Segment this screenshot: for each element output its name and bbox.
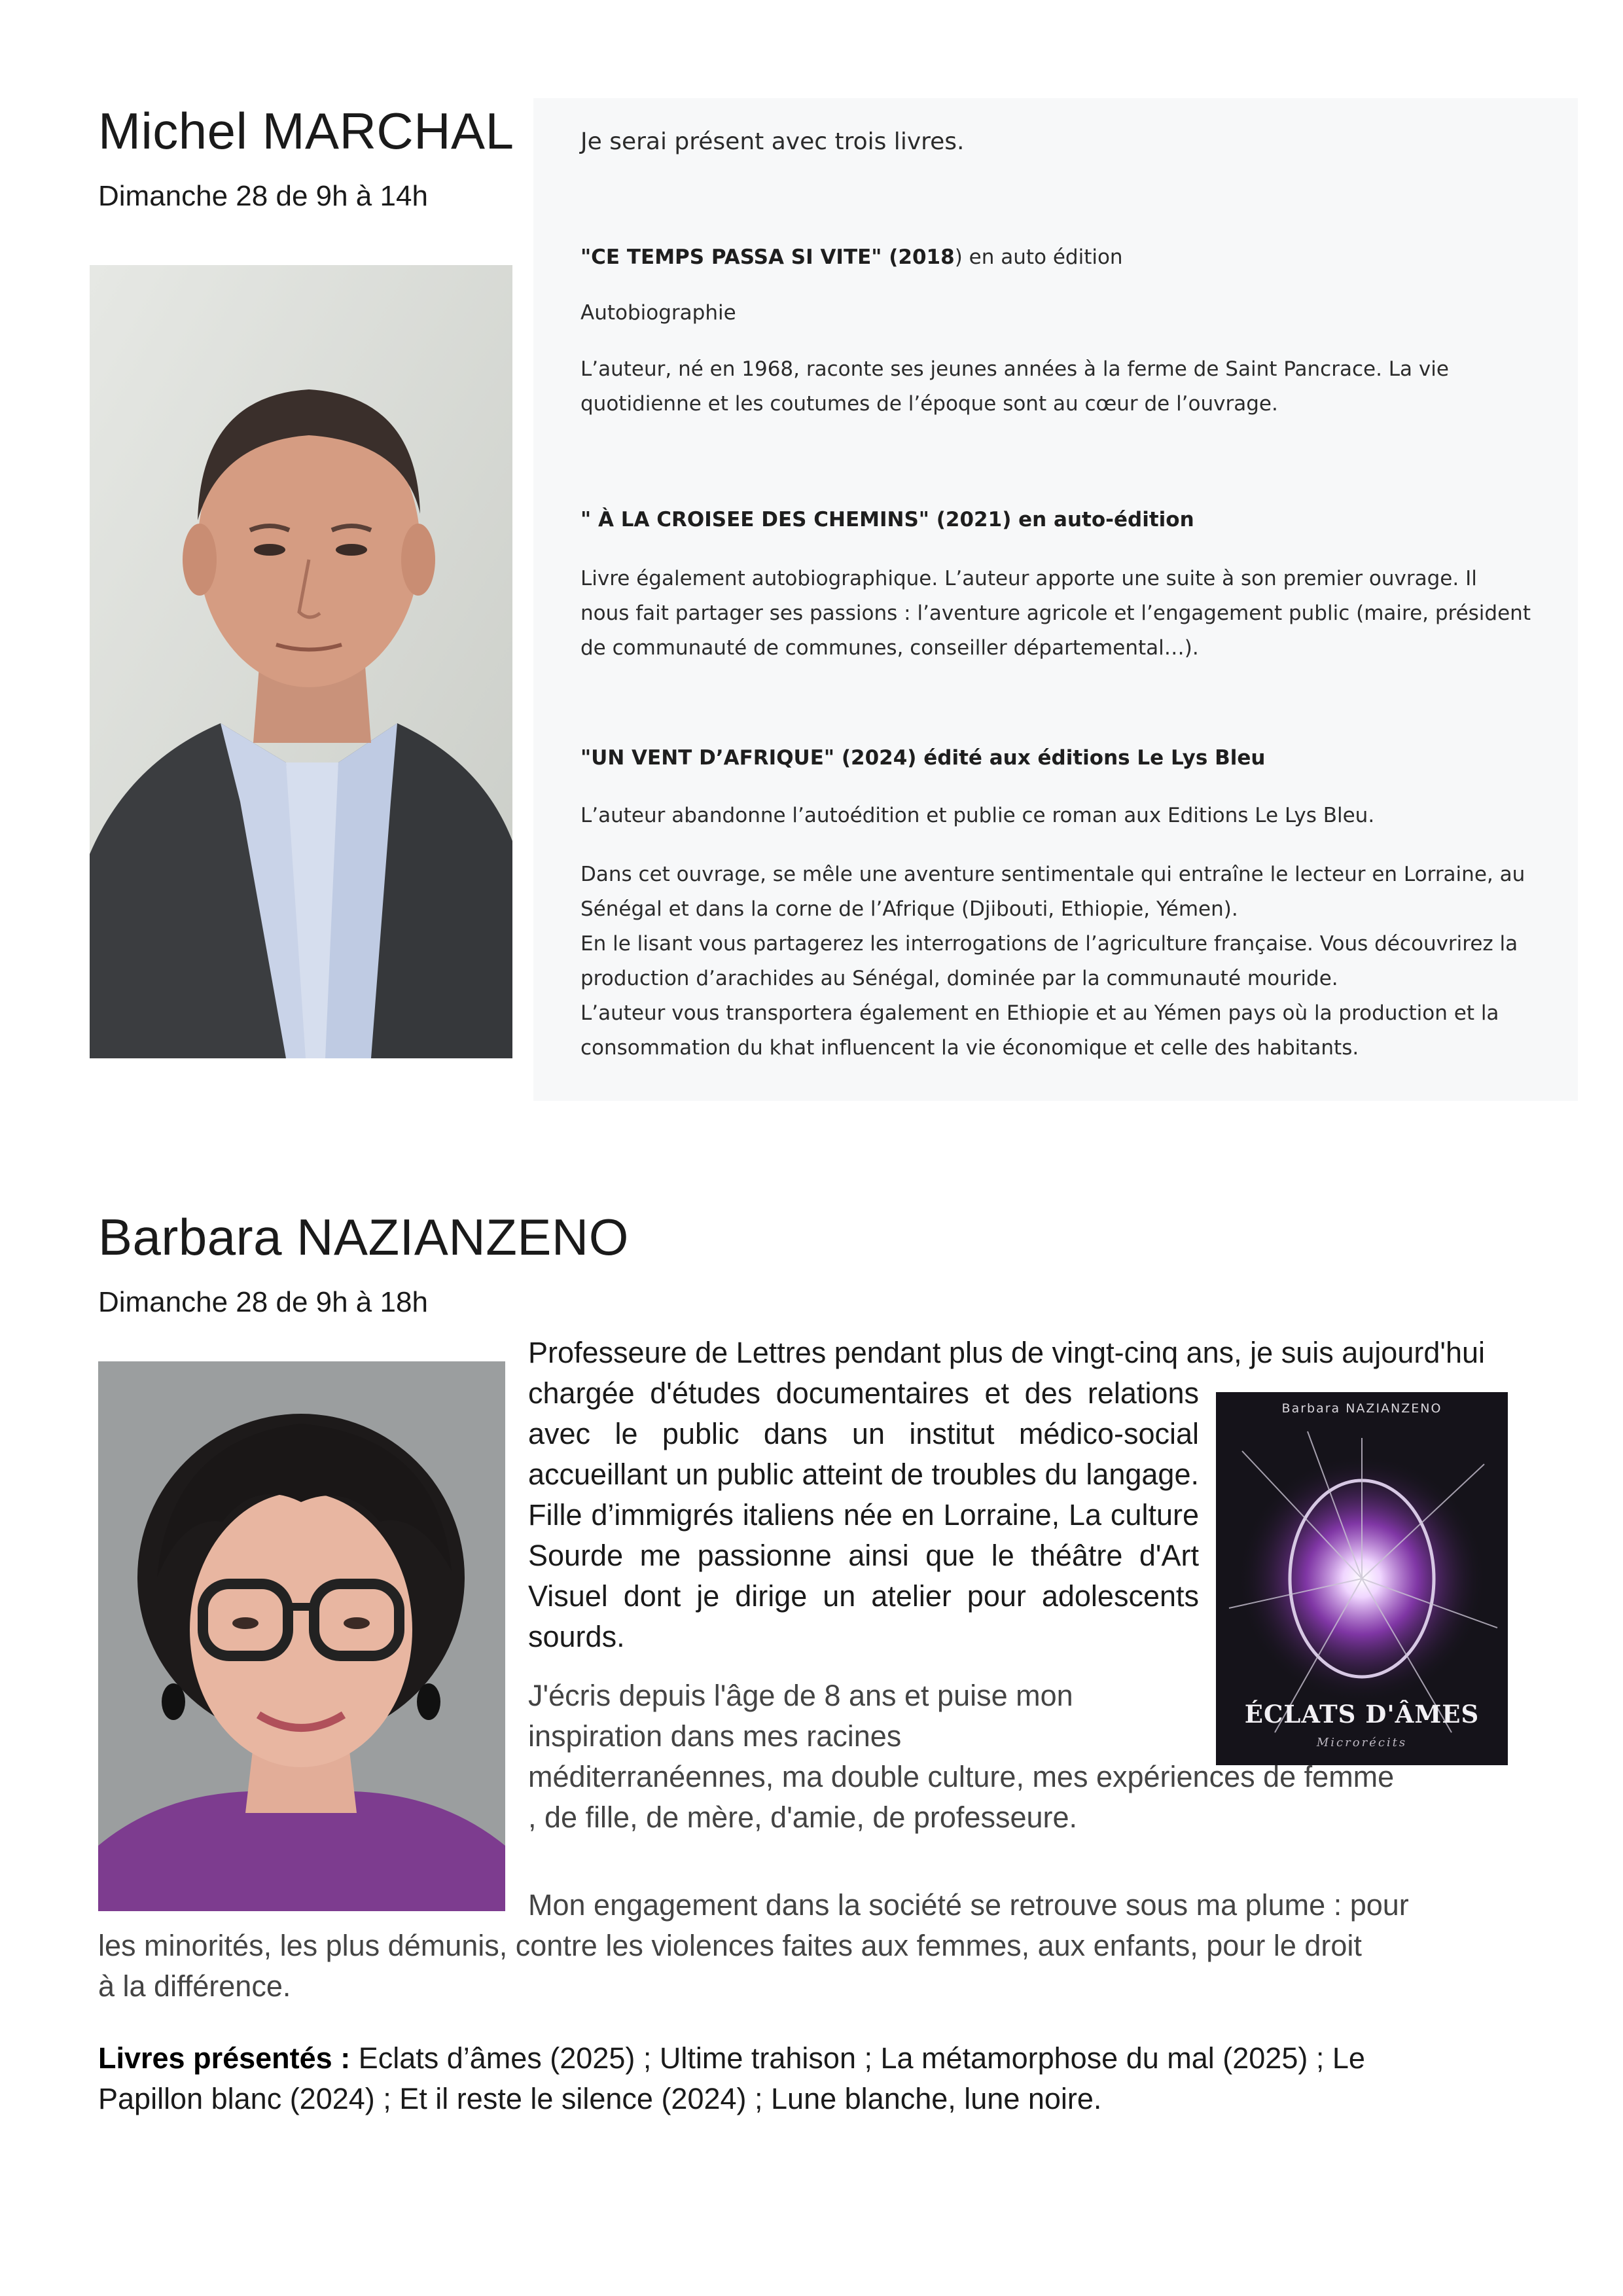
- author1-name: Michel MARCHAL: [98, 102, 514, 160]
- book3-desc-line: consommation du khat influencent la vie économique et celle des habitants.: [580, 1036, 1359, 1060]
- book3-desc-line: En le lisant vous partagerez les interrogations de l’agriculture française. Vous découvrirez la: [580, 932, 1518, 956]
- book1-title: "CE TEMPS PASSA SI VITE" (2018) en auto édition: [580, 245, 1123, 269]
- bio-paragraph-first-line: Professeure de Lettres pendant plus de vingt-cinq ans, je suis aujourd'hui: [528, 1336, 1485, 1369]
- author1-photo: [90, 265, 512, 1058]
- writing-paragraph: [528, 1676, 1394, 1838]
- book2-title: " À LA CROISEE DES CHEMINS" (2021) en auto-édition: [580, 508, 1194, 531]
- writing-line: J'écris depuis l'âge de 8 ans et puise mon: [528, 1679, 1073, 1712]
- book2-desc-line: Livre également autobiographique. L’auteur apporte une suite à son premier ouvrage. Il: [580, 567, 1477, 590]
- author1-date: Dimanche 28 de 9h à 14h: [98, 180, 428, 212]
- books-list: [98, 2038, 1365, 2119]
- book2-desc-line: nous fait partager ses passions : l’aventure agricole et l’engagement public (maire, président: [580, 601, 1531, 625]
- cover-author: Barbara NAZIANZENO: [1281, 1401, 1442, 1416]
- intro-text: Je serai présent avec trois livres.: [580, 128, 965, 155]
- books-line: Eclats d’âmes (2025) ; Ultime trahison ; La métamorphose du mal (2025) ; Le: [350, 2041, 1365, 2075]
- books-line: Papillon blanc (2024) ; Et il reste le silence (2024) ; Lune blanche, lune noire.: [98, 2082, 1102, 2115]
- writing-line: méditerranéennes, ma double culture, mes expériences de femme: [528, 1760, 1395, 1793]
- engagement-paragraph: [98, 1885, 1409, 2007]
- book1-genre: Autobiographie: [580, 301, 736, 325]
- cover-subtitle: Microrécits: [1316, 1736, 1408, 1749]
- author2-name: Barbara NAZIANZENO: [98, 1208, 629, 1266]
- book3-desc-line: L’auteur abandonne l’autoédition et publie ce roman aux Editions Le Lys Bleu.: [580, 804, 1375, 827]
- book1-desc-line: L’auteur, né en 1968, raconte ses jeunes années à la ferme de Saint Pancrace. La vie: [580, 357, 1449, 381]
- engagement-line: les minorités, les plus démunis, contre les violences faites aux femmes, aux enfants, pour le droit: [98, 1929, 1362, 1962]
- book3-desc-line: production d’arachides au Sénégal, dominée par la communauté mouride.: [580, 967, 1338, 990]
- book3-desc-line: Dans cet ouvrage, se mêle une aventure sentimentale qui entraîne le lecteur en Lorraine, au: [580, 863, 1525, 886]
- author2-photo: [98, 1361, 505, 1911]
- book3-desc-line: Sénégal et dans la corne de l’Afrique (Djibouti, Ethiopie, Yémen).: [580, 897, 1238, 921]
- book3-desc-line: L’auteur vous transportera également en Ethiopie et au Yémen pays où la production et la: [580, 1001, 1499, 1025]
- engagement-line: à la différence.: [98, 1969, 291, 2003]
- author1-book-description: [533, 98, 1578, 1101]
- book1-desc-line: quotidienne et les coutumes de l’époque sont au cœur de l’ouvrage.: [580, 392, 1278, 416]
- book3-title: "UN VENT D’AFRIQUE" (2024) édité aux éditions Le Lys Bleu: [580, 746, 1266, 770]
- writing-line: inspiration dans mes racines: [528, 1719, 902, 1753]
- bio-paragraph: chargée d'études documentaires et des relations avec le public dans un institut médico-social accueillant un public atteint de troubles du langage. Fille d’immigrés italiens née en Lorraine, La culture Sourde me passionne ainsi que le théâtre d'Art Visuel dont je dirige un atelier pour adolescents sourds.: [528, 1376, 1199, 1653]
- book2-desc-line: de communauté de communes, conseiller départemental…).: [580, 636, 1199, 660]
- writing-line: , de fille, de mère, d'amie, de professeure.: [528, 1801, 1078, 1834]
- books-label: Livres présentés :: [98, 2041, 351, 2075]
- author2-date: Dimanche 28 de 9h à 18h: [98, 1286, 428, 1318]
- cover-title: ÉCLATS D'ÂMES: [1244, 1700, 1480, 1729]
- engagement-line: Mon engagement dans la société se retrouve sous ma plume : pour: [528, 1888, 1409, 1922]
